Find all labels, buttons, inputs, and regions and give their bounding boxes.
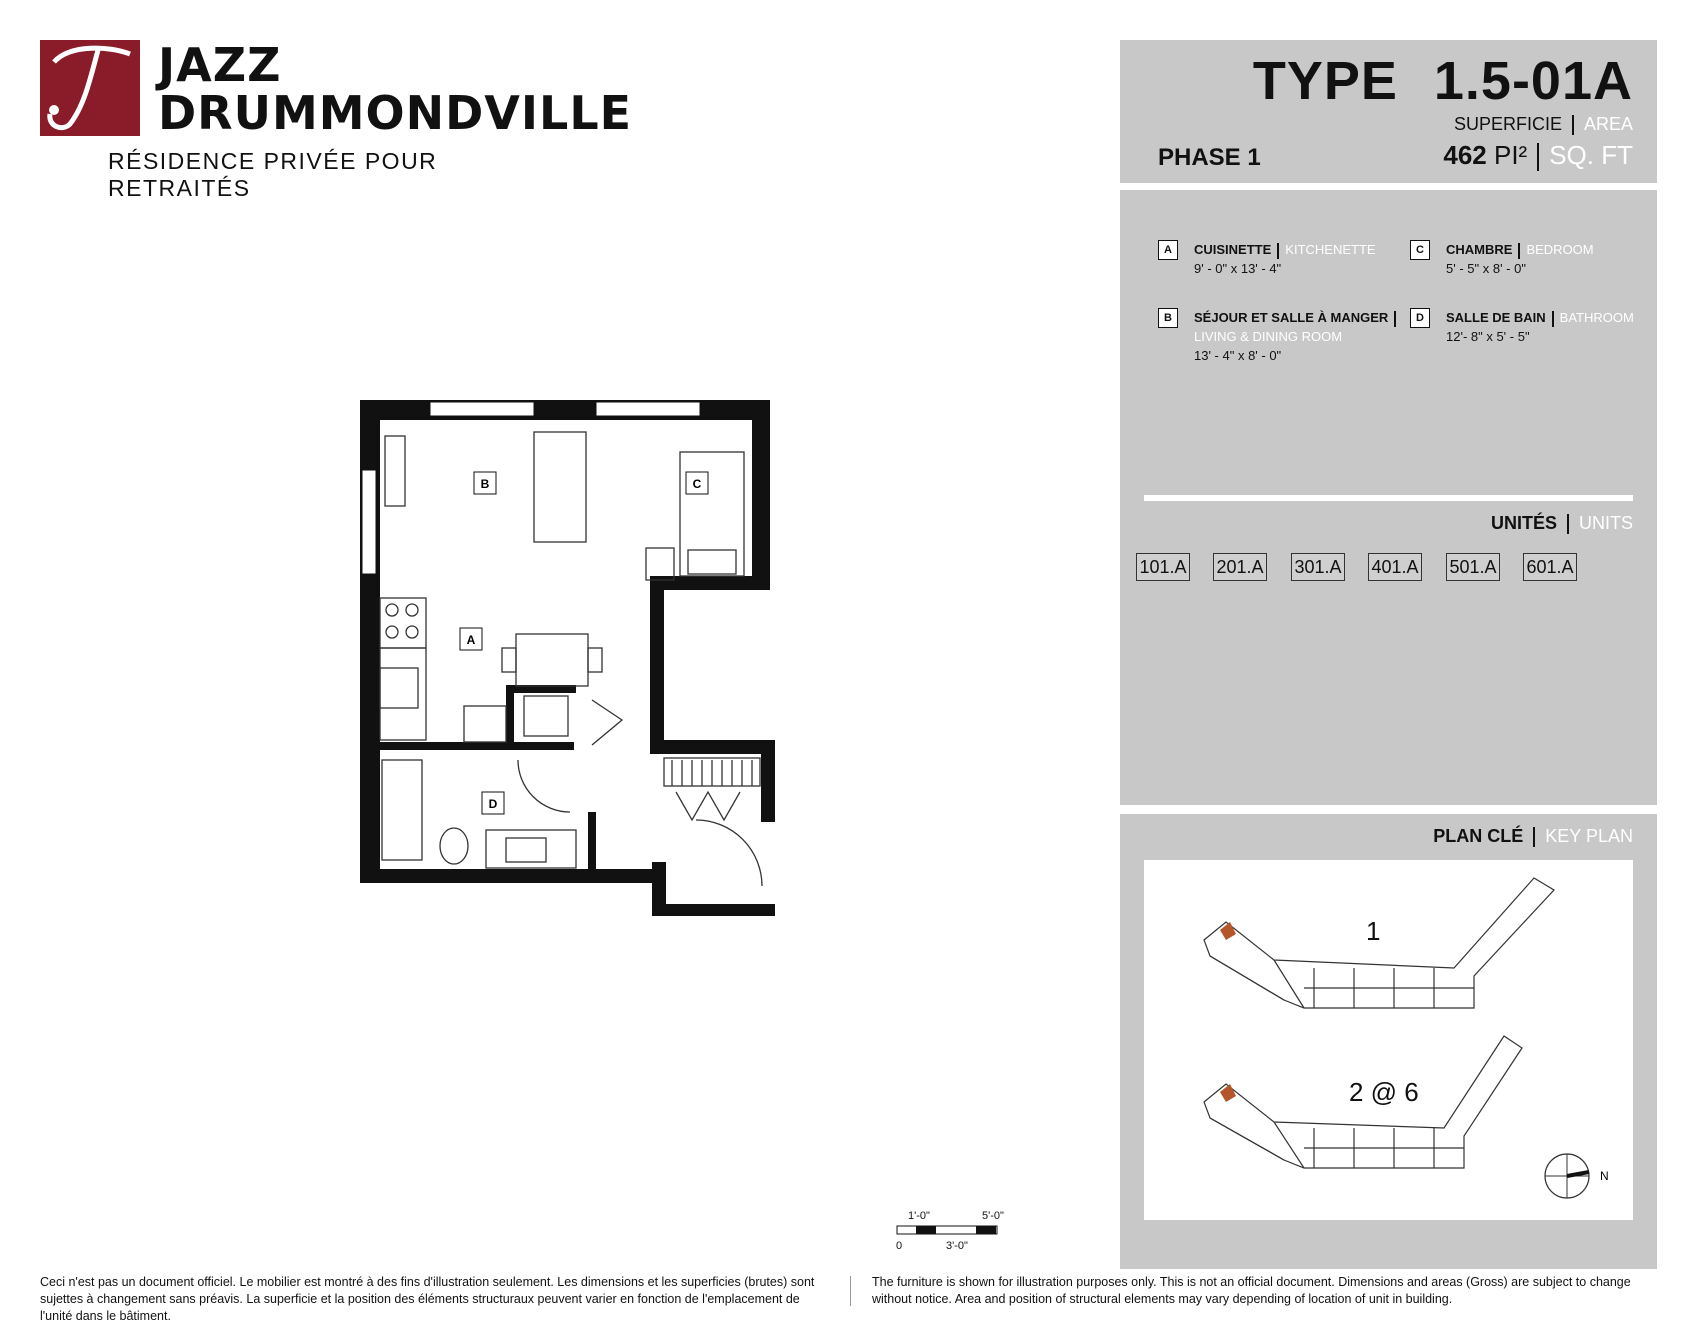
washer	[524, 696, 568, 736]
units-title-fr: UNITÉS	[1490, 513, 1557, 533]
scale-bar	[896, 1210, 1016, 1256]
toilet	[440, 828, 468, 864]
room-labels	[460, 472, 708, 814]
unit-badge: 601.A	[1523, 553, 1577, 581]
bath-door-swing	[518, 760, 570, 812]
type-code: 1.5-01A	[1433, 51, 1633, 111]
pillow	[688, 550, 736, 574]
nightstand	[646, 548, 674, 580]
key-plan-title-en: KEY PLAN	[1545, 826, 1633, 846]
plan-label-a: A	[466, 633, 476, 647]
counter	[380, 648, 426, 740]
room-dims: 13' - 4" x 8' - 0"	[1194, 348, 1282, 363]
room-name-fr: CUISINETTE	[1194, 242, 1272, 257]
units-title	[1491, 513, 1633, 534]
unit-badge: 501.A	[1446, 553, 1500, 581]
room-letter: D	[1410, 308, 1430, 328]
rooms-panel	[1120, 190, 1657, 805]
disclaimer-fr: Ceci n'est pas un document officiel. Le mobilier est montré à des fins d'illustration seulement. Les dimensions et les superficies (brutes) sont sujettes à changement sans préavis. La superficie et la position des éléments structuraux peuvent varier en fonction de l'emplacement de l'unité dans le bâtiment.	[40, 1275, 815, 1323]
sofa	[534, 432, 586, 542]
room-letter: B	[1158, 308, 1178, 328]
room-letter: A	[1158, 240, 1178, 260]
key-plan-title-fr: PLAN CLÉ	[1433, 826, 1524, 846]
building-floor-1	[1204, 878, 1554, 1008]
divider	[1144, 495, 1633, 501]
unit-badge: 201.A	[1213, 553, 1267, 581]
key-plan-panel	[1120, 814, 1657, 1269]
key-plan-drawing	[1144, 860, 1633, 1220]
key-plan-floor-2-6-label: 2 @ 6	[1349, 1077, 1419, 1107]
room-letter: C	[1410, 240, 1430, 260]
sink	[380, 668, 418, 708]
room-name-fr: CHAMBRE	[1446, 242, 1513, 257]
key-plan-floor-1-label: 1	[1366, 916, 1381, 946]
north-label: N	[1600, 1169, 1609, 1183]
disclaimer-en: The furniture is shown for illustration purposes only. This is not an official document. Dimensions and areas (Gross) are subject to change without notice. Area and position of structural elements may vary depending of location of unit in building.	[872, 1275, 1631, 1306]
brand-line1: JAZZ	[158, 38, 282, 92]
type-header-panel	[1120, 40, 1657, 183]
fridge	[464, 706, 506, 742]
floor-plan	[356, 400, 780, 916]
plan-label-b: B	[480, 477, 490, 491]
footer-divider	[850, 1276, 851, 1306]
room-name-fr: SALLE DE BAIN	[1446, 310, 1546, 325]
wardrobe	[385, 436, 405, 506]
room-name-en: BEDROOM	[1526, 242, 1594, 257]
key-plan-title	[1433, 826, 1633, 847]
room-dims: 12'- 8" x 5' - 5"	[1446, 329, 1530, 344]
unit-badge: 101.A	[1136, 553, 1190, 581]
area-value-row	[1443, 140, 1633, 171]
building-floor-2-6	[1204, 1036, 1522, 1168]
room-name-en: LIVING & DINING ROOM	[1194, 329, 1343, 344]
furniture	[380, 432, 762, 886]
bed	[680, 452, 744, 576]
brand-line2: DRUMMONDVILLE	[158, 86, 633, 140]
unit-badge: 401.A	[1368, 553, 1422, 581]
area-unit-en: SQ. FT	[1549, 140, 1633, 170]
room-name-en: BATHROOM	[1559, 310, 1634, 325]
plan-label-c: C	[692, 477, 702, 491]
walls	[360, 400, 780, 916]
compass-icon	[1545, 1154, 1589, 1198]
closet-doors	[676, 792, 740, 820]
room-dims: 5' - 5" x 8' - 0"	[1446, 261, 1526, 276]
scale-top-right: 5'-0"	[982, 1210, 1004, 1222]
key-plan-svg	[1144, 860, 1633, 1220]
logo-mark-glyph	[40, 40, 140, 136]
stove	[380, 598, 426, 648]
unit-badge: 301.A	[1291, 553, 1345, 581]
laundry-door	[592, 700, 622, 745]
room-name-en: KITCHENETTE	[1285, 242, 1376, 257]
scale-top-left: 1'-0"	[908, 1210, 930, 1222]
room-name-fr: SÉJOUR ET SALLE À MANGER	[1194, 310, 1389, 325]
scale-bar-graphic	[896, 1224, 1016, 1238]
room-dims: 9' - 0" x 13' - 4"	[1194, 261, 1282, 276]
floor-plan-svg	[356, 400, 780, 916]
bathtub	[382, 760, 422, 860]
logo-mark	[40, 40, 140, 136]
dining-table	[516, 634, 588, 686]
entry-door-swing	[696, 820, 762, 886]
area-label-fr: SUPERFICIE	[1453, 114, 1562, 134]
brand-tagline: RÉSIDENCE PRIVÉE POUR RETRAITÉS	[108, 148, 438, 201]
area-unit-fr: PI²	[1493, 140, 1528, 170]
area-value: 462	[1443, 140, 1487, 170]
type-title	[1253, 50, 1633, 112]
scale-bottom-right: 3'-0"	[946, 1240, 968, 1252]
units-title-en: UNITS	[1579, 513, 1633, 533]
plan-label-d: D	[488, 797, 498, 811]
type-label: TYPE	[1252, 51, 1398, 111]
phase-label: PHASE 1	[1158, 144, 1261, 171]
logo	[40, 38, 633, 201]
area-label-en: AREA	[1583, 114, 1633, 134]
area-label	[1454, 114, 1633, 135]
scale-bottom-left: 0	[896, 1240, 903, 1252]
